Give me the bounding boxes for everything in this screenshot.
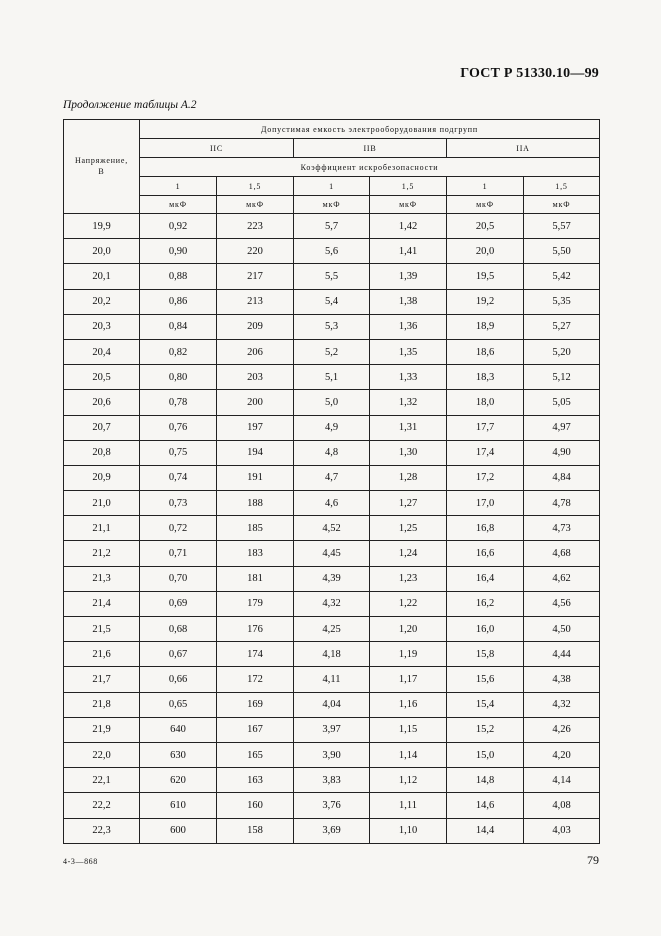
capacitance-cell: 5,12 [524, 365, 600, 390]
capacitance-table [63, 119, 600, 844]
capacitance-cell: 1,10 [370, 818, 447, 843]
capacitance-cell: 1,16 [370, 692, 447, 717]
capacitance-cell: 4,68 [524, 541, 600, 566]
capacitance-cell: 1,42 [370, 214, 447, 239]
voltage-header-unit: В [98, 166, 105, 176]
unit-cell: мкФ [217, 196, 294, 214]
capacitance-cell: 19,5 [447, 264, 524, 289]
capacitance-cell: 3,83 [294, 768, 370, 793]
capacitance-cell: 16,4 [447, 566, 524, 591]
capacitance-cell: 16,6 [447, 541, 524, 566]
capacitance-cell: 640 [140, 717, 217, 742]
group-header-iib: IIB [294, 139, 447, 158]
capacitance-cell: 600 [140, 818, 217, 843]
capacitance-cell: 3,69 [294, 818, 370, 843]
table-row [64, 465, 600, 490]
voltage-cell: 20,3 [64, 314, 140, 339]
voltage-header-label: Напряжение, [74, 156, 129, 166]
capacitance-cell: 0,92 [140, 214, 217, 239]
capacitance-cell: 181 [217, 566, 294, 591]
table-row [64, 214, 600, 239]
capacitance-cell: 4,04 [294, 692, 370, 717]
capacitance-cell: 0,66 [140, 667, 217, 692]
capacitance-cell: 4,7 [294, 465, 370, 490]
capacitance-cell: 4,18 [294, 642, 370, 667]
capacitance-cell: 0,73 [140, 491, 217, 516]
capacitance-cell: 223 [217, 214, 294, 239]
capacitance-cell: 15,8 [447, 642, 524, 667]
voltage-cell: 21,5 [64, 617, 140, 642]
capacitance-cell: 4,08 [524, 793, 600, 818]
capacitance-cell: 4,20 [524, 742, 600, 767]
capacitance-cell: 4,26 [524, 717, 600, 742]
capacitance-cell: 1,12 [370, 768, 447, 793]
table-row [64, 617, 600, 642]
table-row [64, 566, 600, 591]
factor-cell: 1 [447, 177, 524, 196]
capacitance-cell: 5,4 [294, 289, 370, 314]
capacitance-cell: 5,20 [524, 339, 600, 364]
voltage-cell: 20,2 [64, 289, 140, 314]
table-row [64, 289, 600, 314]
capacitance-cell: 191 [217, 465, 294, 490]
table-row [64, 491, 600, 516]
capacitance-cell: 16,2 [447, 591, 524, 616]
table-row [64, 314, 600, 339]
capacitance-cell: 0,86 [140, 289, 217, 314]
capacitance-cell: 18,6 [447, 339, 524, 364]
capacitance-cell: 5,5 [294, 264, 370, 289]
capacitance-cell: 1,19 [370, 642, 447, 667]
capacitance-cell: 200 [217, 390, 294, 415]
capacitance-cell: 1,39 [370, 264, 447, 289]
capacitance-header: Допустимая емкость электрооборудования подгрупп [140, 120, 600, 139]
capacitance-cell: 172 [217, 667, 294, 692]
capacitance-cell: 0,71 [140, 541, 217, 566]
capacitance-cell: 5,7 [294, 214, 370, 239]
table-row [64, 365, 600, 390]
table-caption: Продолжение таблицы А.2 [63, 99, 197, 111]
table-row [64, 264, 600, 289]
capacitance-cell: 179 [217, 591, 294, 616]
capacitance-cell: 18,9 [447, 314, 524, 339]
unit-cell: мкФ [140, 196, 217, 214]
capacitance-cell: 17,4 [447, 440, 524, 465]
capacitance-cell: 174 [217, 642, 294, 667]
voltage-cell: 21,6 [64, 642, 140, 667]
capacitance-cell: 203 [217, 365, 294, 390]
capacitance-cell: 188 [217, 491, 294, 516]
capacitance-cell: 5,6 [294, 239, 370, 264]
capacitance-cell: 1,14 [370, 742, 447, 767]
voltage-cell: 20,0 [64, 239, 140, 264]
capacitance-cell: 1,33 [370, 365, 447, 390]
capacitance-cell: 620 [140, 768, 217, 793]
capacitance-cell: 0,82 [140, 339, 217, 364]
capacitance-cell: 0,88 [140, 264, 217, 289]
capacitance-cell: 4,11 [294, 667, 370, 692]
capacitance-cell: 17,0 [447, 491, 524, 516]
group-header-iic: IIC [140, 139, 294, 158]
table-row [64, 239, 600, 264]
capacitance-cell: 0,75 [140, 440, 217, 465]
capacitance-cell: 3,90 [294, 742, 370, 767]
capacitance-cell: 1,38 [370, 289, 447, 314]
capacitance-cell: 0,68 [140, 617, 217, 642]
capacitance-cell: 1,22 [370, 591, 447, 616]
table-row [64, 415, 600, 440]
capacitance-cell: 0,84 [140, 314, 217, 339]
standard-code: ГОСТ Р 51330.10—99 [460, 66, 599, 81]
voltage-cell: 20,6 [64, 390, 140, 415]
print-code: 4-3—868 [63, 857, 98, 866]
capacitance-cell: 220 [217, 239, 294, 264]
voltage-cell: 21,8 [64, 692, 140, 717]
capacitance-cell: 0,80 [140, 365, 217, 390]
capacitance-cell: 14,6 [447, 793, 524, 818]
capacitance-cell: 5,1 [294, 365, 370, 390]
capacitance-cell: 1,27 [370, 491, 447, 516]
capacitance-cell: 0,76 [140, 415, 217, 440]
capacitance-cell: 0,74 [140, 465, 217, 490]
capacitance-cell: 160 [217, 793, 294, 818]
capacitance-cell: 4,14 [524, 768, 600, 793]
capacitance-cell: 16,8 [447, 516, 524, 541]
capacitance-cell: 5,2 [294, 339, 370, 364]
capacitance-cell: 4,56 [524, 591, 600, 616]
capacitance-cell: 3,76 [294, 793, 370, 818]
capacitance-cell: 4,73 [524, 516, 600, 541]
capacitance-cell: 1,31 [370, 415, 447, 440]
capacitance-cell: 163 [217, 768, 294, 793]
voltage-cell: 21,2 [64, 541, 140, 566]
capacitance-cell: 0,90 [140, 239, 217, 264]
capacitance-cell: 610 [140, 793, 217, 818]
capacitance-cell: 18,0 [447, 390, 524, 415]
capacitance-cell: 1,15 [370, 717, 447, 742]
unit-cell: мкФ [447, 196, 524, 214]
capacitance-cell: 20,0 [447, 239, 524, 264]
table-row [64, 742, 600, 767]
capacitance-cell: 167 [217, 717, 294, 742]
voltage-cell: 22,0 [64, 742, 140, 767]
capacitance-cell: 3,97 [294, 717, 370, 742]
capacitance-cell: 4,90 [524, 440, 600, 465]
capacitance-cell: 4,8 [294, 440, 370, 465]
table-row [64, 541, 600, 566]
capacitance-cell: 4,44 [524, 642, 600, 667]
capacitance-cell: 15,6 [447, 667, 524, 692]
capacitance-cell: 4,84 [524, 465, 600, 490]
capacitance-cell: 165 [217, 742, 294, 767]
voltage-cell: 21,3 [64, 566, 140, 591]
capacitance-cell: 4,6 [294, 491, 370, 516]
table-row [64, 818, 600, 843]
capacitance-cell: 4,39 [294, 566, 370, 591]
capacitance-cell: 1,25 [370, 516, 447, 541]
capacitance-cell: 206 [217, 339, 294, 364]
page-number: 79 [587, 853, 599, 867]
voltage-cell: 22,3 [64, 818, 140, 843]
unit-cell: мкФ [294, 196, 370, 214]
capacitance-cell: 1,36 [370, 314, 447, 339]
voltage-cell: 20,4 [64, 339, 140, 364]
capacitance-cell: 197 [217, 415, 294, 440]
capacitance-cell: 0,69 [140, 591, 217, 616]
capacitance-cell: 1,20 [370, 617, 447, 642]
capacitance-cell: 630 [140, 742, 217, 767]
capacitance-cell: 15,2 [447, 717, 524, 742]
voltage-cell: 21,7 [64, 667, 140, 692]
factor-cell: 1 [294, 177, 370, 196]
capacitance-cell: 0,65 [140, 692, 217, 717]
unit-cell: мкФ [524, 196, 600, 214]
capacitance-cell: 4,52 [294, 516, 370, 541]
factor-cell: 1,5 [217, 177, 294, 196]
capacitance-cell: 1,17 [370, 667, 447, 692]
capacitance-cell: 1,23 [370, 566, 447, 591]
capacitance-cell: 1,41 [370, 239, 447, 264]
capacitance-cell: 5,35 [524, 289, 600, 314]
capacitance-cell: 5,50 [524, 239, 600, 264]
table-row [64, 591, 600, 616]
table-row [64, 339, 600, 364]
capacitance-cell: 0,67 [140, 642, 217, 667]
capacitance-cell: 1,30 [370, 440, 447, 465]
capacitance-cell: 16,0 [447, 617, 524, 642]
table-row [64, 768, 600, 793]
capacitance-cell: 1,11 [370, 793, 447, 818]
voltage-cell: 20,5 [64, 365, 140, 390]
capacitance-cell: 158 [217, 818, 294, 843]
capacitance-cell: 185 [217, 516, 294, 541]
voltage-cell: 21,0 [64, 491, 140, 516]
table-row [64, 440, 600, 465]
capacitance-cell: 4,32 [294, 591, 370, 616]
factor-cell: 1,5 [370, 177, 447, 196]
voltage-cell: 20,8 [64, 440, 140, 465]
voltage-cell: 21,4 [64, 591, 140, 616]
capacitance-cell: 5,3 [294, 314, 370, 339]
table-row [64, 793, 600, 818]
safety-factor-header: Коэффициент искробезопасности [140, 158, 600, 177]
voltage-cell: 20,1 [64, 264, 140, 289]
table-row [64, 667, 600, 692]
capacitance-cell: 15,4 [447, 692, 524, 717]
capacitance-cell: 4,78 [524, 491, 600, 516]
capacitance-cell: 0,78 [140, 390, 217, 415]
capacitance-cell: 18,3 [447, 365, 524, 390]
capacitance-cell: 4,32 [524, 692, 600, 717]
voltage-column-header [64, 120, 140, 214]
voltage-cell: 21,1 [64, 516, 140, 541]
capacitance-cell: 4,50 [524, 617, 600, 642]
capacitance-cell: 4,9 [294, 415, 370, 440]
voltage-cell: 20,7 [64, 415, 140, 440]
capacitance-cell: 4,38 [524, 667, 600, 692]
capacitance-cell: 169 [217, 692, 294, 717]
capacitance-cell: 4,97 [524, 415, 600, 440]
capacitance-cell: 183 [217, 541, 294, 566]
capacitance-cell: 213 [217, 289, 294, 314]
voltage-cell: 20,9 [64, 465, 140, 490]
capacitance-cell: 14,8 [447, 768, 524, 793]
capacitance-cell: 217 [217, 264, 294, 289]
capacitance-cell: 17,2 [447, 465, 524, 490]
capacitance-cell: 5,57 [524, 214, 600, 239]
capacitance-cell: 15,0 [447, 742, 524, 767]
table-row [64, 642, 600, 667]
factor-cell: 1 [140, 177, 217, 196]
capacitance-cell: 209 [217, 314, 294, 339]
capacitance-cell: 4,45 [294, 541, 370, 566]
voltage-cell: 22,1 [64, 768, 140, 793]
capacitance-cell: 19,2 [447, 289, 524, 314]
unit-cell: мкФ [370, 196, 447, 214]
table-row [64, 516, 600, 541]
capacitance-cell: 176 [217, 617, 294, 642]
capacitance-cell: 1,24 [370, 541, 447, 566]
capacitance-cell: 0,70 [140, 566, 217, 591]
capacitance-cell: 5,05 [524, 390, 600, 415]
voltage-cell: 22,2 [64, 793, 140, 818]
group-header-iia: IIA [447, 139, 600, 158]
capacitance-cell: 5,27 [524, 314, 600, 339]
table-row [64, 717, 600, 742]
factor-cell: 1,5 [524, 177, 600, 196]
capacitance-cell: 20,5 [447, 214, 524, 239]
capacitance-cell: 5,0 [294, 390, 370, 415]
capacitance-cell: 1,35 [370, 339, 447, 364]
table-row [64, 390, 600, 415]
capacitance-cell: 0,72 [140, 516, 217, 541]
capacitance-cell: 17,7 [447, 415, 524, 440]
capacitance-cell: 1,28 [370, 465, 447, 490]
capacitance-cell: 5,42 [524, 264, 600, 289]
capacitance-cell: 4,25 [294, 617, 370, 642]
capacitance-cell: 14,4 [447, 818, 524, 843]
capacitance-cell: 1,32 [370, 390, 447, 415]
voltage-cell: 19,9 [64, 214, 140, 239]
table-row [64, 692, 600, 717]
capacitance-cell: 194 [217, 440, 294, 465]
voltage-cell: 21,9 [64, 717, 140, 742]
capacitance-cell: 4,62 [524, 566, 600, 591]
capacitance-cell: 4,03 [524, 818, 600, 843]
